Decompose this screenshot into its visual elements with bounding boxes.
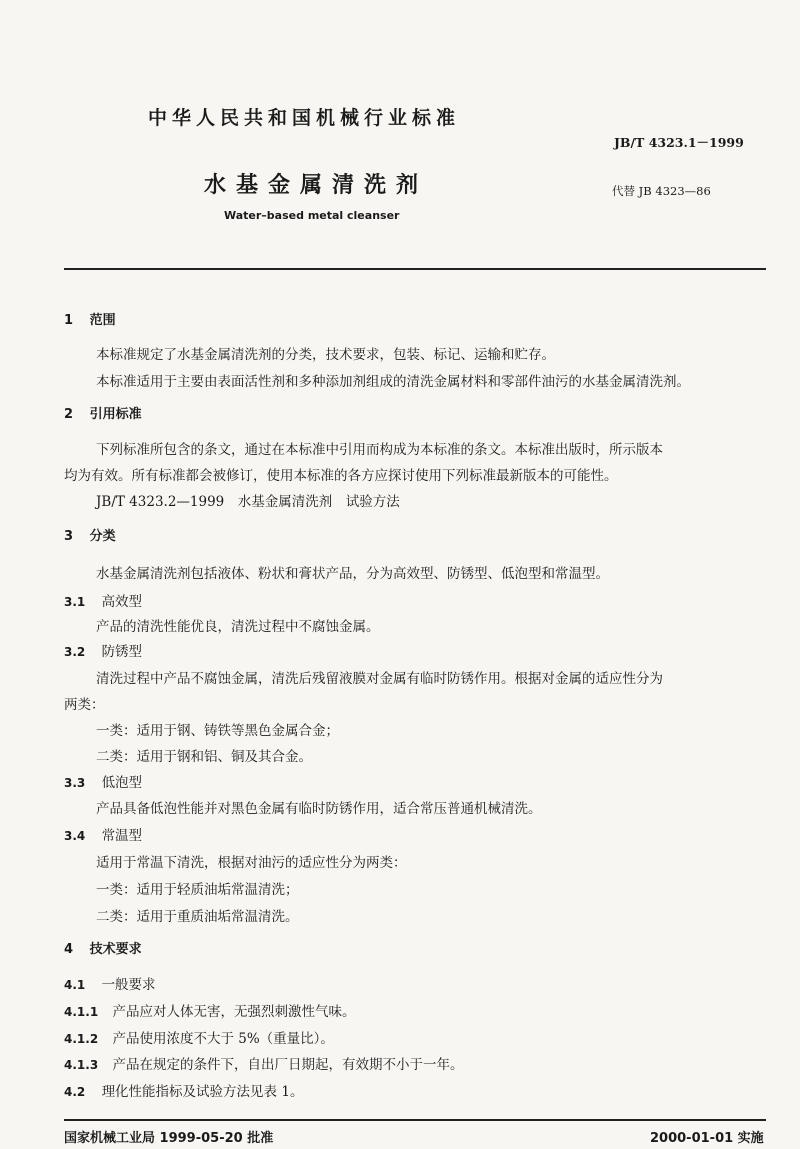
- implementation-date: 2000-01-01 实施: [650, 1131, 764, 1146]
- section-title: 范围: [89, 313, 116, 328]
- section-heading: [64, 405, 142, 425]
- section-heading: [64, 311, 116, 331]
- paragraph: 水基金属清洗剂包括液体、粉状和膏状产品，分为高效型、防锈型、低泡型和常温型。: [96, 566, 609, 582]
- list-item: 一类：适用于钢、铸铁等黑色金属合金；: [96, 723, 339, 739]
- clause: [64, 1082, 303, 1102]
- footer-rule: [64, 1119, 766, 1121]
- paragraph: 下列标准所包含的条文，通过在本标准中引用而构成为本标准的条文。本标准出版时，所示版本: [96, 442, 663, 458]
- list-item: 二类：适用于钢和铝、铜及其合金。: [96, 749, 312, 765]
- clause: [64, 1055, 463, 1075]
- clause: [64, 1029, 334, 1049]
- subsection-number: 4.1: [64, 978, 86, 992]
- paragraph: 清洗过程中产品不腐蚀金属，清洗后残留液膜对金属有临时防锈作用。根据对金属的适应性分为: [96, 671, 663, 687]
- subsection-title: 防锈型: [101, 644, 143, 660]
- subsection-heading: [64, 642, 142, 662]
- section-title: 技术要求: [89, 942, 142, 957]
- clause-text: 产品使用浓度不大于 5%（重量比）。: [112, 1031, 334, 1047]
- subsection-number: 3.3: [64, 776, 86, 790]
- clause-text: 理化性能指标及试验方法见表 1。: [101, 1084, 304, 1100]
- paragraph: 本标准规定了水基金属清洗剂的分类，技术要求，包装、标记、运输和贮存。: [96, 347, 555, 363]
- english-title: Water–based metal cleanser: [224, 209, 400, 222]
- clause-number: 4.1.3: [64, 1058, 99, 1072]
- subsection-title: 高效型: [101, 594, 143, 610]
- replaces-standard: 代替 JB 4323—86: [612, 184, 711, 198]
- clause-text: 产品应对人体无害，无强烈刺激性气味。: [112, 1004, 356, 1020]
- standard-number: JB/T 4323.1－1999: [614, 135, 744, 150]
- subsection-title: 低泡型: [101, 775, 143, 791]
- paragraph: 产品的清洗性能优良，清洗过程中不腐蚀金属。: [96, 619, 380, 635]
- section-number: 4: [64, 942, 74, 957]
- clause-number: 4.1.1: [64, 1005, 99, 1019]
- list-item: 一类：适用于轻质油垢常温清洗；: [96, 882, 299, 898]
- issuing-organization: 中华人民共和国机械行业标准: [148, 107, 461, 129]
- reference-item: JB/T 4323.2—1999 水基金属清洗剂 试验方法: [96, 494, 400, 510]
- subsection-number: 3.1: [64, 595, 86, 609]
- subsection-title: 常温型: [101, 828, 143, 844]
- clause: [64, 1002, 355, 1022]
- clause-number: 4.1.2: [64, 1032, 99, 1046]
- paragraph: 本标准适用于主要由表面活性剂和多种添加剂组成的清洗金属材料和零部件油污的水基金属清洗剂。: [96, 374, 690, 390]
- subsection-number: 3.4: [64, 829, 86, 843]
- section-title: 分类: [89, 529, 116, 544]
- section-number: 2: [64, 407, 74, 422]
- approval-date: 国家机械工业局 1999-05-20 批准: [64, 1131, 274, 1146]
- section-title: 引用标准: [89, 407, 142, 422]
- clause-text: 产品在规定的条件下，自出厂日期起，有效期不小于一年。: [112, 1057, 464, 1073]
- document-title: 水基金属清洗剂: [204, 173, 429, 198]
- subsection-heading: [64, 592, 142, 612]
- subsection-heading: [64, 975, 156, 995]
- subsection-heading: [64, 773, 142, 793]
- paragraph: 两类：: [64, 697, 105, 713]
- section-heading: [64, 527, 116, 547]
- paragraph: 产品具备低泡性能并对黑色金属有临时防锈作用，适合常压普通机械清洗。: [96, 801, 542, 817]
- list-item: 二类：适用于重质油垢常温清洗。: [96, 909, 299, 925]
- paragraph: 适用于常温下清洗，根据对油污的适应性分为两类：: [96, 855, 407, 871]
- section-number: 1: [64, 313, 74, 328]
- paragraph: 均为有效。所有标准都会被修订，使用本标准的各方应探讨使用下列标准最新版本的可能性。: [64, 468, 618, 484]
- subsection-heading: [64, 826, 142, 846]
- section-heading: [64, 940, 142, 960]
- subsection-title: 一般要求: [101, 977, 156, 993]
- clause-number: 4.2: [64, 1085, 86, 1099]
- subsection-number: 3.2: [64, 645, 86, 659]
- header-rule: [64, 268, 766, 270]
- section-number: 3: [64, 529, 74, 544]
